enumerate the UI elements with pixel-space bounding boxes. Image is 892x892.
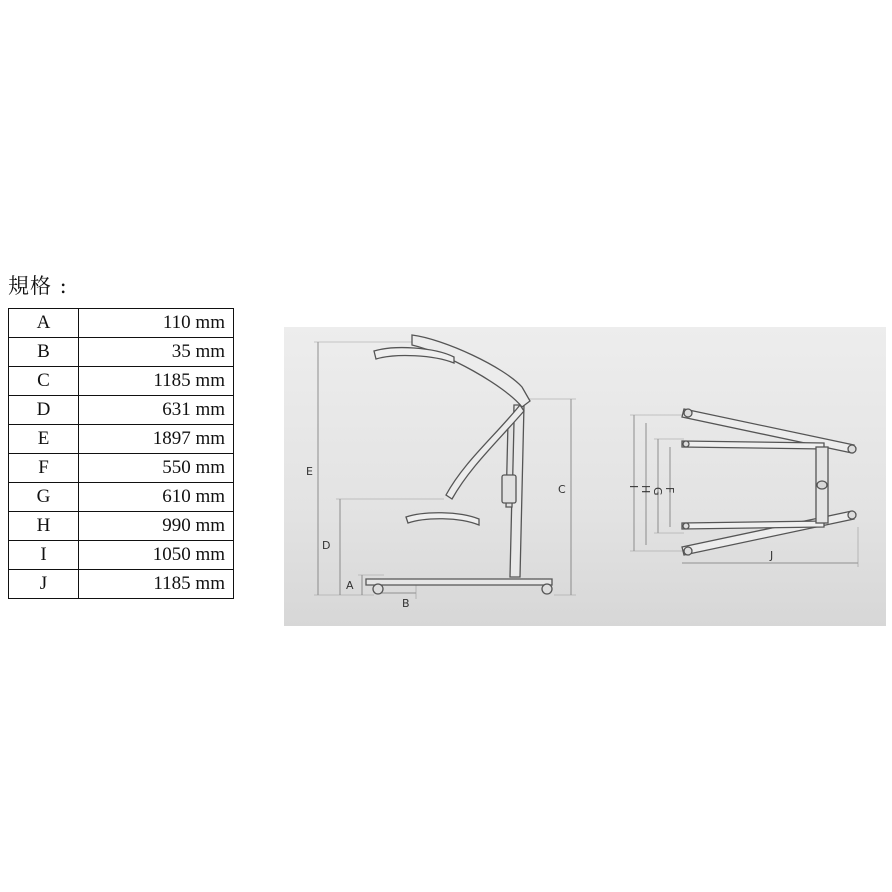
castor-wheel [373,584,383,594]
spec-key: G [9,483,79,512]
castor-wheel [683,441,689,447]
spec-key: I [9,541,79,570]
dim-label-j: J [770,549,774,562]
spec-value: 35 mm [79,338,234,367]
spec-heading: 規格 : [8,274,68,298]
spec-value: 1185 mm [79,570,234,599]
table-row [9,454,234,483]
castor-wheel [848,511,856,519]
spec-key: B [9,338,79,367]
spec-key: A [9,309,79,338]
dim-label-g: G [651,487,664,496]
table-row [9,309,234,338]
table-row [9,338,234,367]
table-row [9,396,234,425]
side-view [314,335,576,599]
table-row [9,367,234,396]
dim-label-a: A [346,579,354,592]
dim-b [380,585,416,599]
spec-value: 1185 mm [79,367,234,396]
dim-label-d: D [322,539,331,552]
castor-wheel [684,547,692,555]
dim-label-i: I [627,485,640,489]
spec-value: 550 mm [79,454,234,483]
spec-key: H [9,512,79,541]
castor-wheel [683,523,689,529]
dim-label-c: C [558,483,566,496]
castor-wheel [848,445,856,453]
lift-battery [502,475,516,503]
spec-key: F [9,454,79,483]
castor-wheel [684,409,692,417]
lift-diagram-drawing [284,327,886,626]
lift-boom [412,335,530,407]
mast-socket [817,481,827,489]
spec-key: D [9,396,79,425]
spreader-bar-lower [406,513,479,525]
spec-value: 1050 mm [79,541,234,570]
base-inner-lower [682,521,824,529]
table-row [9,570,234,599]
dim-label-b: B [402,597,410,610]
spec-value: 110 mm [79,309,234,338]
dim-c [529,399,576,595]
lift-base [366,579,552,585]
spec-table [8,308,234,599]
spec-key: J [9,570,79,599]
spec-value: 990 mm [79,512,234,541]
spec-key: C [9,367,79,396]
dim-e [314,342,414,595]
spec-key: E [9,425,79,454]
lift-diagram [284,327,886,626]
dim-i [630,415,684,551]
base-inner-upper [682,441,824,449]
dim-label-f: F [663,487,676,494]
table-row [9,483,234,512]
spec-value: 1897 mm [79,425,234,454]
dim-label-e: E [306,465,313,478]
table-row [9,541,234,570]
spec-value: 631 mm [79,396,234,425]
dim-g [654,439,684,533]
spec-value: 610 mm [79,483,234,512]
table-row [9,512,234,541]
dim-label-h: H [639,485,652,494]
table-row [9,425,234,454]
castor-wheel [542,584,552,594]
